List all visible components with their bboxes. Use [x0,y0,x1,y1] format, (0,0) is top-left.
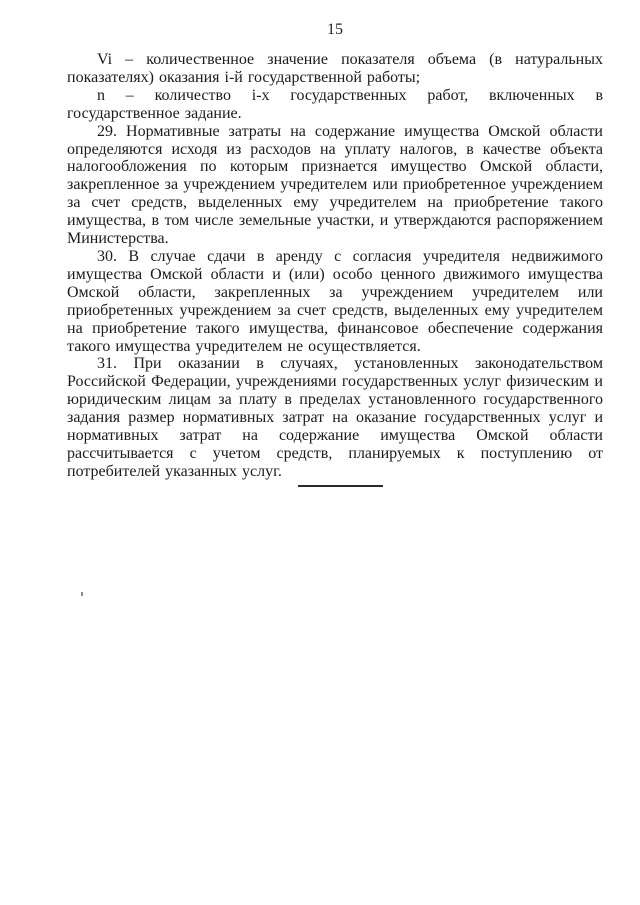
scan-ink-speck [81,592,83,596]
paragraph-n-definition: n – количество i-х государственных работ, включенных в государственное задание. [67,86,603,122]
paragraph-vi-definition: Vi – количественное значение показателя объема (в натуральных показателях) оказания i-й государственной работы; [67,51,603,86]
page-number: 15 [327,21,343,38]
paragraph-item-30: 30. В случае сдачи в аренду с согласия учредителя недвижимого имущества Омской области и (или) особо ценного движимого имущества Омской области, закрепленных за учреждением учредителем или приобретенных учреждением за счет средств, выделенных ему учредителем на приобретение такого имущества, финансовое обеспечение содержания такого имущества учредителем не осуществляется. [67,247,603,355]
text-block [67,51,603,481]
section-end-divider [298,485,383,487]
paragraph-item-29: 29. Нормативные затраты на содержание имущества Омской области определяются исходя из расходов на уплату налогов, в качестве объекта налогообложения по которым признается имущество Омской области, закрепленное за учреждением учредителем или приобретенное учреждением за счет средств, выделенных ему учредителем на приобретение такого имущества, в том числе земельные участки, и утверждаются распоряжением Министерства. [67,122,603,248]
paragraph-item-31: 31. При оказании в случаях, установленных законодательством Российской Федерации, учреждениями государственных услуг физическим и юридическим лицам за плату в пределах установленного государственного задания размер нормативных затрат на оказание государственных услуг и нормативных затрат на содержание имущества Омской области рассчитывается с учетом средств, планируемых к поступлению от потребителей указанных услуг. [67,355,603,480]
